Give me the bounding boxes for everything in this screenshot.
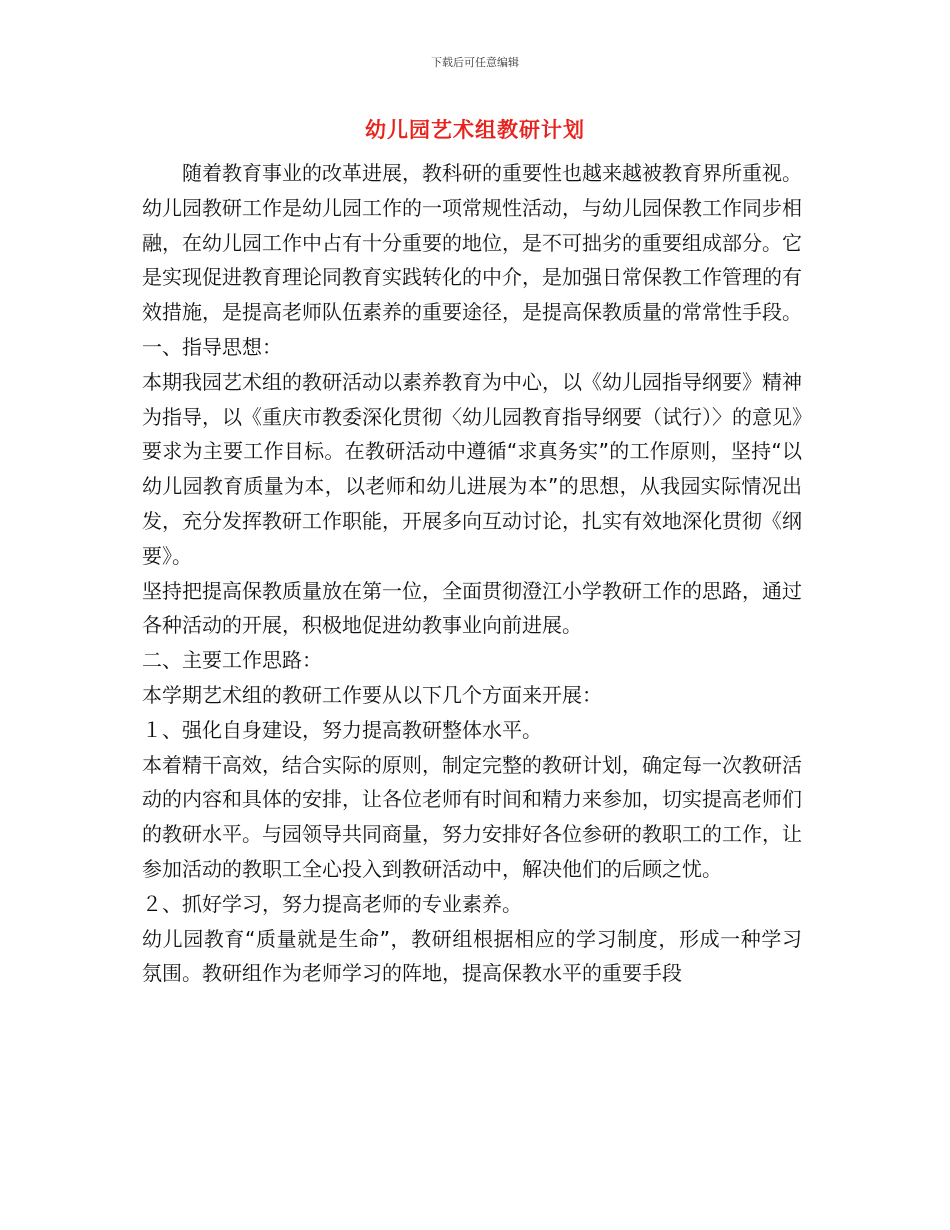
section-heading-main-ideas: 二、主要工作思路： xyxy=(142,648,322,673)
section-heading-guiding-thought: 一、指导思想： xyxy=(142,334,282,359)
document-body xyxy=(142,156,802,991)
subheading-item-2: ２、抓好学习，努力提高老师的专业素养。 xyxy=(142,891,522,916)
paragraph-aspects-intro: 本学期艺术组的教研工作要从以下几个方面来开展： xyxy=(142,682,602,707)
paragraph-item-2: 幼儿园教育“质量就是生命”，教研组根据相应的学习制度，形成一种学习氛围。教研组作为老师学习的阵地，提高保教水平的重要手段 xyxy=(142,926,802,986)
subheading-item-1: １、强化自身建设，努力提高教研整体水平。 xyxy=(142,717,542,742)
paragraph-quality-first: 坚持把提高保教质量放在第一位，全面贯彻澄江小学教研工作的思路，通过各种活动的开展，积极地促进幼教事业向前进展。 xyxy=(142,578,802,638)
document-title: 幼儿园艺术组教研计划 xyxy=(365,118,585,142)
paragraph-intro: 随着教育事业的改革进展，教科研的重要性也越来越被教育界所重视。幼儿园教研工作是幼儿园工作的一项常规性活动，与幼儿园保教工作同步相融，在幼儿园工作中占有十分重要的地位，是不可拙劣的重要组成部分。它是实现促进教育理论同教育实践转化的中介，是加强日常保教工作管理的有效措施，是提高老师队伍素养的重要途径，是提高保教质量的常常性手段。 xyxy=(142,161,802,325)
header-note: 下载后可任意编辑 xyxy=(431,56,519,69)
paragraph-item-1: 本着精干高效，结合实际的原则，制定完整的教研计划，确定每一次教研活动的内容和具体的安排，让各位老师有时间和精力来参加，切实提高老师们的教研水平。与园领导共同商量，努力安排好各位参研的教职工的工作，让参加活动的教职工全心投入到教研活动中，解决他们的后顾之忧。 xyxy=(142,752,802,881)
paragraph-guiding-thought: 本期我园艺术组的教研活动以素养教育为中心，以《幼儿园指导纲要》精神为指导，以《重庆市教委深化贯彻〈幼儿园教育指导纲要（试行）〉的意见》要求为主要工作目标。在教研活动中遵循“求真务实”的工作原则，坚持“以幼儿园教育质量为本，以老师和幼儿进展为本”的思想，从我园实际情况出发，充分发挥教研工作职能，开展多向互动讨论，扎实有效地深化贯彻《纲要》。 xyxy=(142,369,802,568)
